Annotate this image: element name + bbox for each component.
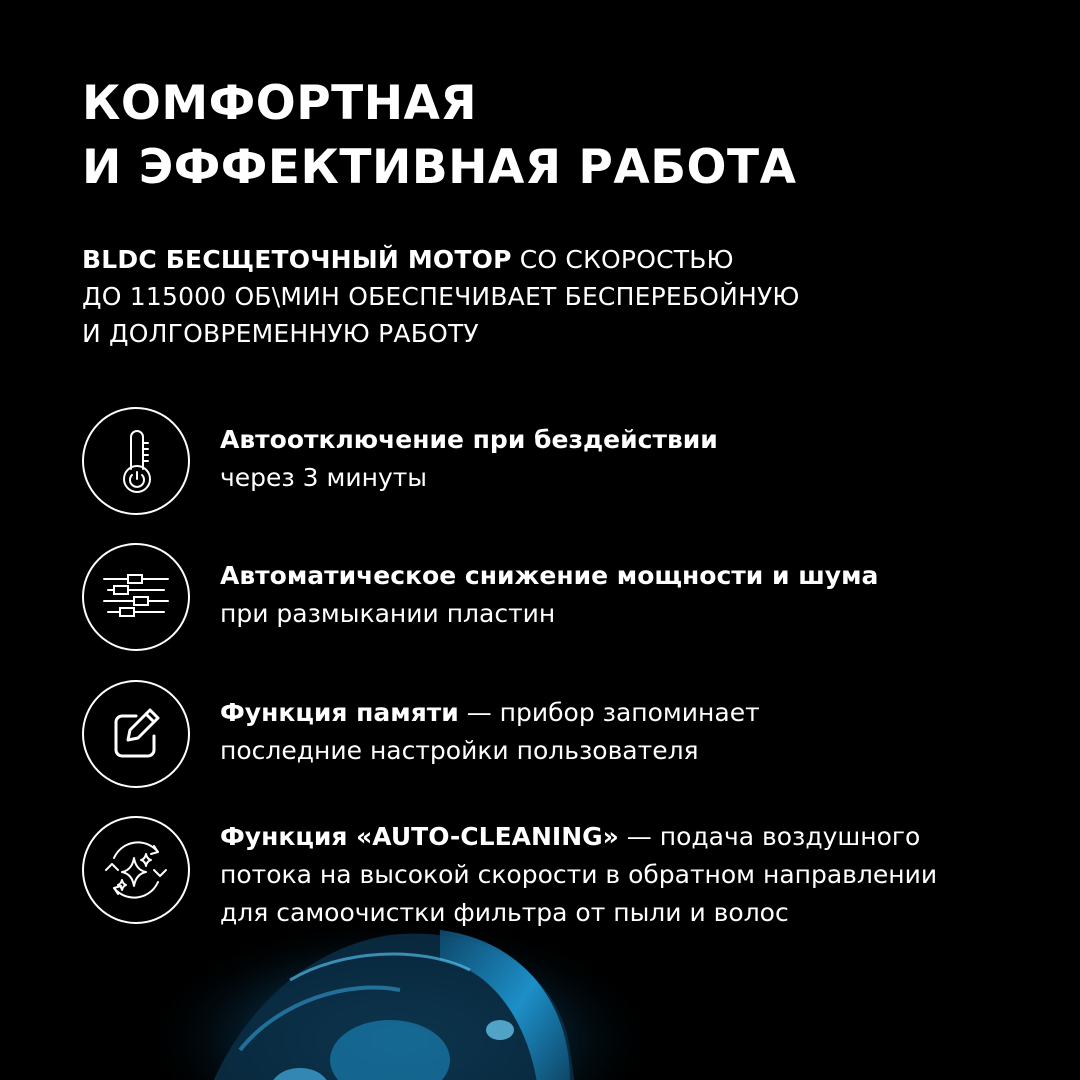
- feature-description: при размыкании пластин: [220, 599, 556, 628]
- intro-text: [82, 241, 1002, 352]
- title-line-1: КОМФОРТНАЯ: [82, 76, 478, 131]
- feature-heading-rest: — подача воздушного: [618, 822, 921, 851]
- title-line-2: И ЭФФЕКТИВНАЯ РАБОТА: [82, 140, 797, 195]
- feature-heading: Автоотключение при бездействии: [220, 425, 718, 454]
- page-title: [82, 72, 796, 200]
- feature-description-line-2: потока на высокой скорости в обратном направлении: [220, 860, 938, 889]
- feature-text: [220, 818, 1060, 932]
- feature-heading: Функция «AUTO-CLEANING»: [220, 822, 619, 851]
- thermometer-power-icon: [82, 407, 190, 515]
- feature-description: последние настройки пользователя: [220, 736, 699, 765]
- feature-heading: Автоматическое снижение мощности и шума: [220, 561, 879, 590]
- intro-line-1-rest: СО СКОРОСТЬЮ: [511, 245, 734, 274]
- feature-text: [220, 421, 1060, 497]
- feature-description: через 3 минуты: [220, 463, 428, 492]
- intro-line-1: [82, 241, 1002, 278]
- feature-description-line-3: для самоочистки фильтра от пыли и волос: [220, 898, 789, 927]
- sparkle-cycle-icon: [82, 816, 190, 924]
- feature-text: [220, 557, 1060, 633]
- intro-bold: BLDC БЕСЩЕТОЧНЫЙ МОТОР: [82, 245, 512, 274]
- edit-note-icon: [82, 680, 190, 788]
- feature-heading-rest: — прибор запоминает: [458, 698, 760, 727]
- feature-text: [220, 694, 1060, 770]
- intro-line-2: ДО 115000 ОБ\МИН ОБЕСПЕЧИВАЕТ БЕСПЕРЕБОЙНУЮ: [82, 282, 800, 311]
- feature-heading: Функция памяти: [220, 698, 459, 727]
- intro-line-3: И ДОЛГОВРЕМЕННУЮ РАБОТУ: [82, 319, 479, 348]
- sliders-icon: [82, 543, 190, 651]
